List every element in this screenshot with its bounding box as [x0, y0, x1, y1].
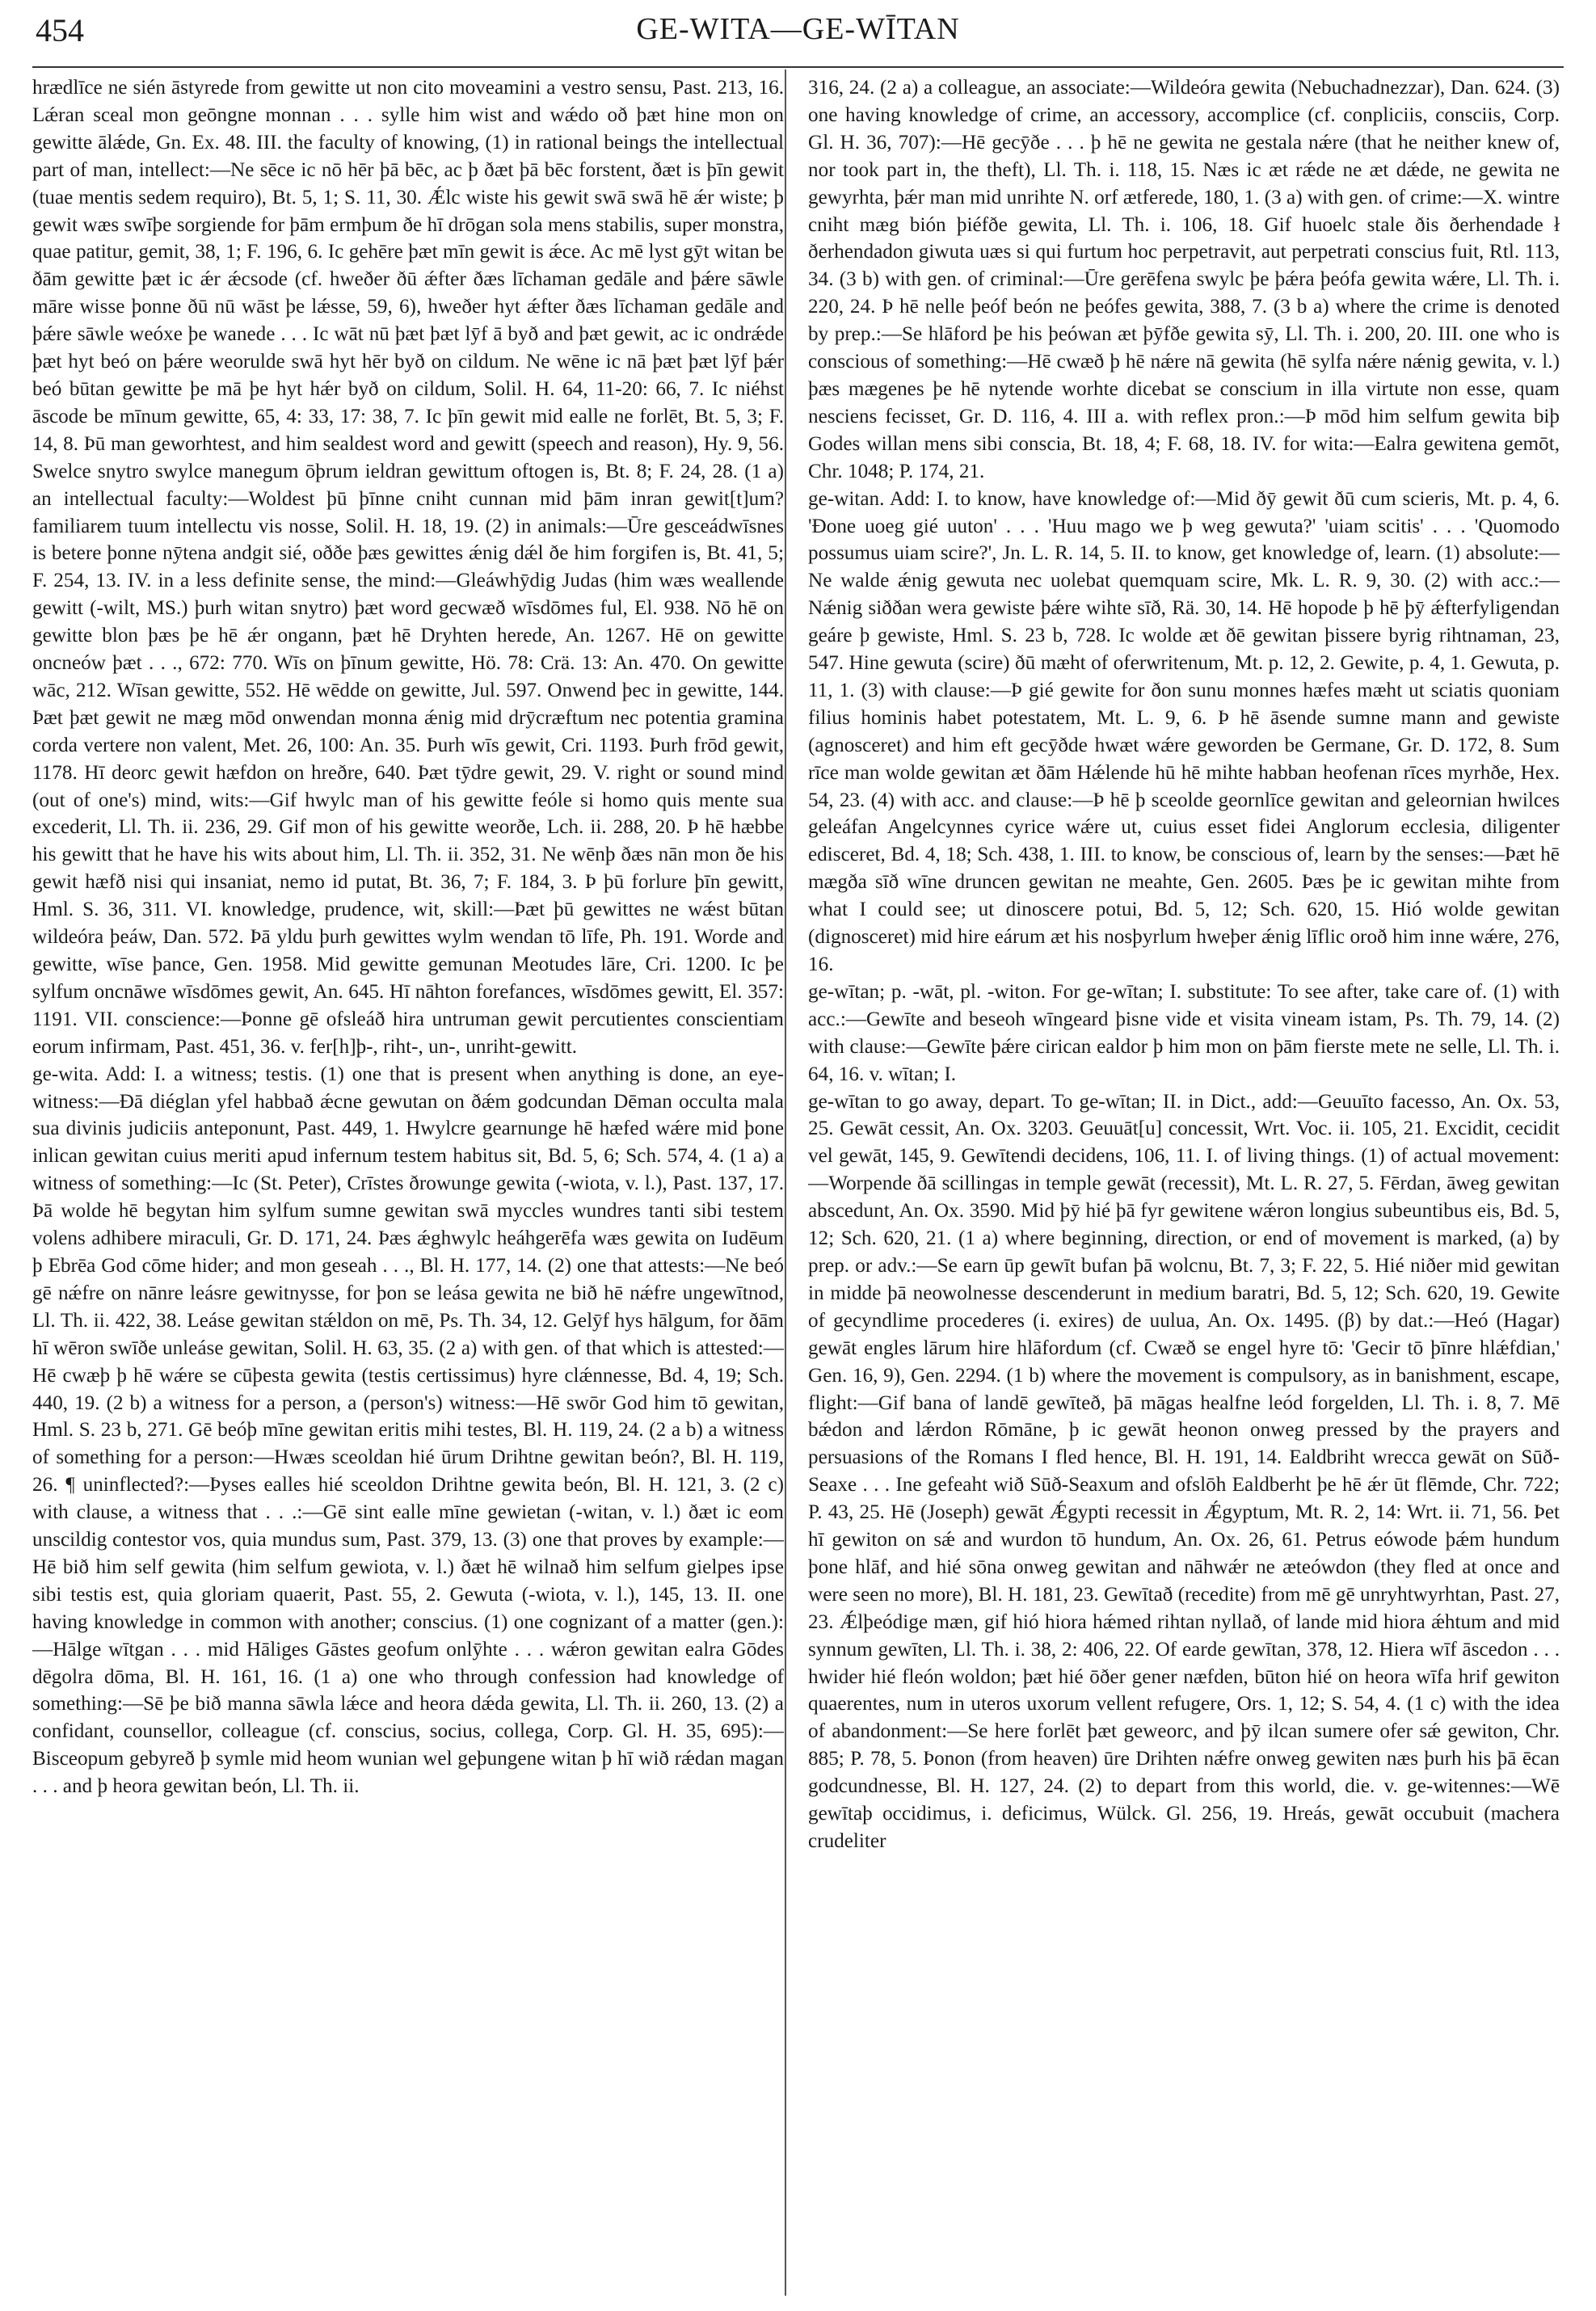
entry-ge-wita-continued: 316, 24. (2 a) a colleague, an associate:—Wildeóra gewita (Nebuchadnezzar), Dan. 624. (3) one having knowledge of crime, an accessory, accomplice (cf. conpliciis, consciis, Corp. Gl. H. 36, 707):—Hē gecȳðe . . . þ hē ne gewita ne gestala nǽre (that he neither knew of, nor took part in, the theft), Ll. Th. i. 118, 15. Næs ic æt rǽde ne æt dǽde, ne gewita ne gewyrhta, þǽr man mid unrihte N. orf ætferede, 180, 1. (3 a) with gen. of crime:—X. wintre cniht mæg bión þiéfðe gewita, Ll. Th. i. 106, 18. Gif huoelc stale ðis ðerhendade ł ðerhendadon giwuta uæs si qui furtum hoc perpetravit, aut perpetrati conscius fuit, Rtl. 113, 34. (3 b) with gen. of criminal:—Ūre gerēfena swylc þe þǽra þeófa gewita wǽre, Ll. Th. i. 220, 24. Þ hē nelle þeóf beón ne þeófes gewita, 388, 7. (3 b a) where the crime is denoted by prep.:—Se hlāford þe his þeówan æt þȳfðe gewita sȳ, Ll. Th. i. 200, 20. III. one who is conscious of something:—Hē cwæð þ hē nǽre nā gewita (hē sylfa nǽre nǽnig gewita, v. l.) þæs mægenes þe hē nytende worhte dicebat se conscium in illa virtute non esse, quam nesciens fecisset, Gr. D. 116, 4. III a. with reflex pron.:—Þ mōd him selfum gewita biþ Godes willan mens sibi conscia, Bt. 18, 4; F. 68, 18. IV. for wita:—Ealra gewitena gemōt, Chr. 1048; P. 174, 21.	[808, 77, 1560, 482]
page-header	[32, 5, 1564, 53]
left-column	[32, 74, 784, 2292]
right-column	[808, 74, 1560, 2292]
running-head: GE-WITA—GE-WĪTAN	[636, 12, 960, 46]
page-number: 454	[36, 12, 84, 48]
entry-ge-witt-continued: hrædlīce ne sién āstyrede from gewitte ut non cito moveamini a vestro sensu, Past. 213, 16. Lǽran sceal mon geōngne monnan . . . sylle him wist and wǽdo oð þæt hine mon on gewitte ālǽde, Gn. Ex. 48. III. the faculty of knowing, (1) in rational beings the intellectual part of man, intellect:—Ne sēce ic nō hēr þā bēc, ac þ ðæt þā bēc forstent, ðæt is þīn gewit (tuae mentis sedem requiro), Bt. 5, 1; S. 11, 30. Ǽlc wiste his gewit swā swā hē ǽr wiste; þ gewit wæs swīþe sorgiende for þām ermþum ðe hī drōgan sola mens stabilis, super monstra, quae patitur, gemit, 38, 1; F. 196, 6. Ic gehēre þæt mīn gewit is ǽce. Ac mē lyst gȳt witan be ðām gewitte þæt ic ǽr ǽcsode (cf. hweðer ðū ǽfter ðæs līchaman gedāle and þǽre sāwle māre wisse þonne ðū nū wāst þe lǽsse, 59, 6), hweðer hyt ǽfter ðæs līchaman gedāle and þǽre sāwle weóxe þe wanede . . . Ic wāt nū þæt þæt lȳf ā byð and þæt gewit, ac ic ondrǽde þæt hyt beó on þǽre weorulde swā hyt hēr byð on cildum. Ne wēne ic nā þæt þæt lȳf þǽr beó būtan gewitte þe mā þe hyt hǽr byð on cildum, Solil. H. 64, 11-20: 66, 7. Ic niéhst āscode be mīnum gewitte, 65, 4: 33, 17: 38, 7. Ic þīn gewit mid ealle ne forlēt, Bt. 5, 3; F. 14, 8. Þū man geworhtest, and him sealdest word and gewitt (speech and reason), Hy. 9, 56. Swelce snytro swylce manegum ōþrum ieldran gewittum oftogen is, Bt. 8; F. 24, 28. (1 a) an intellectual faculty:—Woldest þū þīnne cniht cunnan mid þām inran gewit[t]um? familiarem tuum intellectu vis nosse, Solil. H. 18, 19. (2) in animals:—Ūre gesceádwīsnes is betere þonne nȳtena andgit sié, oððe þæs gewittes ǽnig dǽl ðe him forgifen is, Bt. 41, 5; F. 254, 13. IV. in a less definite sense, the mind:—Gleáwhȳdig Judas (him wæs weallende gewitt (-wilt, MS.) þurh witan snytro) þæt word gecwæð wīsdōmes ful, El. 938. Nō hē on gewitte blon þæs þe hē ǽr ongann, þæt hē Dryhten herede, An. 1267. Hē on gewitte oncneów þæt . . ., 672: 770. Wīs on þīnum gewitte, Hö. 78: Crä. 13: An. 470. On gewitte wāc, 212. Wīsan gewitte, 552. Hē wēdde on gewitte, Jul. 597. Onwend þec in gewitte, 144. Þæt þæt gewit ne mæg mōd onwendan monna ǽnig mid drȳcræftum nec potentia gramina corda vertere non valent, Met. 26, 100: An. 35. Þurh wīs gewit, Cri. 1193. Þurh frōd gewit, 1178. Hī deorc gewit hæfdon on hreðre, 640. Þæt tȳdre gewit, 29. V. right or sound mind (out of one's) mind, wits:—Gif hwylc man of his gewitte feóle si homo quis mente sua excederit, Ll. Th. ii. 236, 29. Gif mon of his gewitte weorðe, Lch. ii. 288, 20. Þ hē hæbbe his gewitt that he have his wits about him, Ll. Th. ii. 352, 31. Ne wēnþ ðæs nān mon ðe his gewit hæfð nisi qui insaniat, nemo id putat, Bt. 36, 7; F. 184, 3. Þ þū forlure þīn gewitt, Hml. S. 36, 311. VI. knowledge, prudence, wit, skill:—Þæt þū gewittes ne wǽst būtan wildeóra þeáw, Dan. 572. Þā yldu þurh gewittes wylm wendan tō līfe, Ph. 191. Worde and gewitte, wīse þance, Gen. 1958. Mid gewitte gemunan Meotudes lāre, Cri. 1200. Ic þe sylfum oncnāwe wīsdōmes gewit, An. 645. Hī nāhton forefances, wīsdōmes gewitt, El. 357: 1191. VII. conscience:—Þonne gē ofsleáð hira untruman gewit percutientes conscientiam eorum infirmam, Past. 451, 36. v. fer[h]þ-, riht-, un-, unriht-gewitt.	[32, 77, 784, 1058]
entry-ge-witan-know: ge-witan. Add: I. to know, have knowledge of:—Mid ðȳ gewit ðū cum scieris, Mt. p. 4, 6. 'Ðone uoeg gié uuton' . . . 'Huu mago we þ weg gewuta?' 'uiam scitis' . . . 'Quomodo possumus uiam scire?', Jn. L. R. 14, 5. II. to know, get knowledge of, learn. (1) absolute:—Ne walde ǽnig gewuta nec uolebat quemquam scire, Mk. L. R. 9, 30. (2) with acc.:—Nǽnig siððan wera gewiste þǽre wihte sīð, Rä. 30, 14. Hē hopode þ hē þȳ ǽfterfyligendan geáre þ gewiste, Hml. S. 23 b, 728. Ic wolde æt ðē gewitan þissere byrig rihtnaman, 23, 547. Hine gewuta (scire) ðū mæht of oferwritenum, Mt. p. 12, 2. Gewite, p. 4, 1. Gewuta, p. 11, 1. (3) with clause:—Þ gié gewite for ðon sunu monnes hæfes mæht ut sciatis quoniam filius hominis habet potestatem, Mt. L. 9, 6. Þ hē āsende sumne mann and gewiste (agnosceret) and him eft gecȳðde hwæt wǽre geworden be Germane, Gr. D. 172, 8. Sum rīce man wolde gewitan æt ðām Hǽlende hū hē mihte habban heofenan rīces myrhðe, Hex. 54, 23. (4) with acc. and clause:—Þ hē þ sceolde geornlīce gewitan and geleornian hwilces geleáfan Angelcynnes cyrice wǽre ut, cuius esset fidei Anglorum ecclesia, diligenter edisceret, Bd. 4, 18; Sch. 438, 1. III. to know, be conscious of, learn by the senses:—Þæt hē mægða sīð wīne druncen gewitan ne meahte, Gen. 2605. Þæs þe ic gewitan mihte from what I could see; ut dinoscere potui, Bd. 5, 12; Sch. 620, 15. Hió wolde gewitan (dignosceret) mid hire eárum æt his nosþyrlum hweþer ǽnig līflic oroð him inne wǽre, 276, 16.	[808, 487, 1560, 975]
column-divider	[785, 69, 786, 2296]
entry-ge-witan-depart: ge-wītan to go away, depart. To ge-wītan; II. in Dict., add:—Geuuīto facesso, An. Ox. 53, 25. Gewāt cessit, An. Ox. 3203. Geuuāt[u] concessit, Wrt. Voc. ii. 105, 21. Excidit, cecidit vel gewāt, 145, 9. Gewītendi decidens, 106, 11. I. of living things. (1) of actual movement:—Worpende ðā scillingas in temple gewāt (recessit), Mt. L. R. 27, 5. Fērdan, āweg gewitan abscedunt, An. Ox. 3590. Mid þȳ hié þā fyr gewitene wǽron longius subeuntibus eis, Bd. 5, 12; Sch. 620, 21. (1 a) where beginning, direction, or end of movement is marked, (a) by prep. or adv.:—Se earn ūp gewīt bufan þā wolcnu, Bt. 7, 3; F. 22, 5. Hié niðer mid gewitan in midde þā neowolnesse descenderunt in medium baratri, Bd. 5, 12; Sch. 620, 19. Gewite of gecyndlime procederes (i. exires) de uulua, An. Ox. 1495. (β) by dat.:—Heó (Hagar) gewāt engles lārum hire hlāfordum (cf. Cwæð se engel hyre tō: 'Gecir tō þīnre hlǽfdian,' Gen. 16, 9), Gen. 2294. (1 b) where the movement is compulsory, as in banishment, escape, flight:—Gif bana of landē gewīteð, þā māgas healfne leód forgelden, Ll. Th. i. 8, 7. Mē bǽdon and lǽrdon Rōmāne, þ ic gewāt heonon onweg pressed by the prayers and persuasions of the Romans I fled hence, Bl. H. 191, 14. Ealdbriht wrecca gewāt on Sūð-Seaxe . . . Ine gefeaht wið Sūð-Seaxum and ofslōh Ealdberht þe hē ǽr ūt flēmde, Chr. 722; P. 43, 25. Hē (Joseph) gewāt Ǽgypti recessit in Ǽgyptum, Mt. R. 2, 14: Wrt. ii. 71, 56. Þet hī gewiton on sǽ and wurdon tō hundum, An. Ox. 26, 61. Petrus eówode þǽm hundum þone hlāf, and hié sōna onweg gewitan and nāhwǽr ne æteówdon (they fled at once and were seen no more), Bl. H. 181, 23. Gewītað (recedite) from mē gē unryhtwyrhtan, Past. 27, 23. Ǽlþeódige mæn, gif hió hiora hǽmed rihtan nyllað, of lande mid hiora ǽhtum and mid synnum gewīten, Ll. Th. i. 38, 2: 406, 22. Of earde gewītan, 378, 12. Hiera wīf āscedon . . . hwider hié fleón woldon; þæt hié ōðer gener næfden, būton hié on heora wīfa hrif gewiton quaerentes, num in uteros uxorum vellent refugere, Ors. 1, 12; S. 54, 4. (1 c) with the idea of abandonment:—Se here forlēt þæt geweorc, and þȳ ilcan sumere ofer sǽ gewiton, Chr. 885; P. 78, 5. Þonon (from heaven) ūre Drihten nǽfre onweg gewiten næs þurh his þā ēcan godcundnesse, Bl. H. 127, 24. (2) to depart from this world, die. v. ge-witennes:—Wē gewītaþ occidimus, i. deficimus, Wülck. Gl. 256, 19. Hreás, gewāt occubuit (machera crudeliter	[808, 1090, 1560, 1852]
entry-ge-witan-see-after: ge-wītan; p. -wāt, pl. -witon. For ge-wītan; I. substitute: To see after, take care of. (1) with acc.:—Gewīte and beseoh wīngeard þisne vide et visita vineam istam, Ps. Th. 79, 14. (2) with clause:—Gewīte þǽre cirican ealdor þ him mon on þām fierste mete ne selle, Ll. Th. i. 64, 16. v. wītan; I.	[808, 980, 1560, 1085]
entry-ge-wita: ge-wita. Add: I. a witness; testis. (1) one that is present when anything is done, an eye-witness:—Ðā diéglan yfel habbað ǽcne gewutan on ðǽm godcundan Dēman occulta mala sua divinis judiciis anteponunt, Past. 449, 1. Hwylcre gearnunge hē hæfed wǽre mid þone inlican gewitan cuius meriti apud infernum testem habitus sit, Bd. 5, 6; Sch. 574, 4. (1 a) a witness of something:—Ic (St. Peter), Crīstes ðrowunge gewita (-wiota, v. l.), Past. 137, 17. Þā wolde hē begytan him sylfum sumne gewitan swā myccles wundres tanti sibi testem volens adhibere miraculi, Gr. D. 171, 24. Þæs ǽghwylc heáhgerēfa wæs gewita on Iudēum þ Ebrēa God cōme hider; and mon geseah . . ., Bl. H. 177, 14. (2) one that attests:—Ne beó gē nǽfre on nānre leásre gewitnysse, for þon se leása gewita ne bið hē nǽfre ungewītnod, Ll. Th. ii. 422, 38. Leáse gewitan stǽldon on mē, Ps. Th. 34, 12. Gelȳf hys hālgum, for ðām hī wēron swīðe unleáse gewitan, Solil. H. 63, 35. (2 a) with gen. of that which is attested:—Hē cwæþ þ hē wǽre se cūþesta gewita (testis certissimus) hyre clǽnnesse, Bd. 4, 19; Sch. 440, 19. (2 b) a witness for a person, a (person's) witness:—Hē swōr God him tō gewitan, Hml. S. 23 b, 271. Gē beóþ mīne gewitan eritis mihi testes, Bl. H. 119, 24. (2 a b) a witness of something for a person:—Hwæs sceoldan hié ūrum Drihtne gewitan beón?, Bl. H. 119, 26. ¶ uninflected?:—Þyses ealles hié sceoldon Drihtne gewita beón, Bl. H. 121, 3. (2 c) with clause, a witness that . . .:—Gē sint ealle mīne gewietan (-witan, v. l.) ðæt ic eom unscildig contestor vos, quia mundus sum, Past. 379, 13. (3) one that proves by example:—Hē bið him self gewita (him selfum gewiota, v. l.) ðæt hē wilnað him selfum gielpes ipse sibi testis est, quia gloriam quaerit, Past. 55, 2. Gewuta (-wiota, v. l.), 145, 13. II. one having knowledge in common with another; conscius. (1) one cognizant of a matter (gen.):—Hālge wītgan . . . mid Hāliges Gāstes geofum onlȳhte . . . wǽron gewitan ealra Gōdes dēgolra dōma, Bl. H. 161, 16. (1 a) one who through confession had knowledge of something:—Sē þe bið manna sāwla lǽce and heora dǽda gewita, Ll. Th. ii. 260, 13. (2) a confidant, counsellor, colleague (cf. conscius, socius, collega, Corp. Gl. H. 35, 695):—Bisceopum gebyreð þ symle mid heom wunian wel geþungene witan þ hī wið rǽdan magan . . . and þ heora gewitan beón, Ll. Th. ii.	[32, 1063, 784, 1798]
header-rule	[32, 66, 1564, 68]
